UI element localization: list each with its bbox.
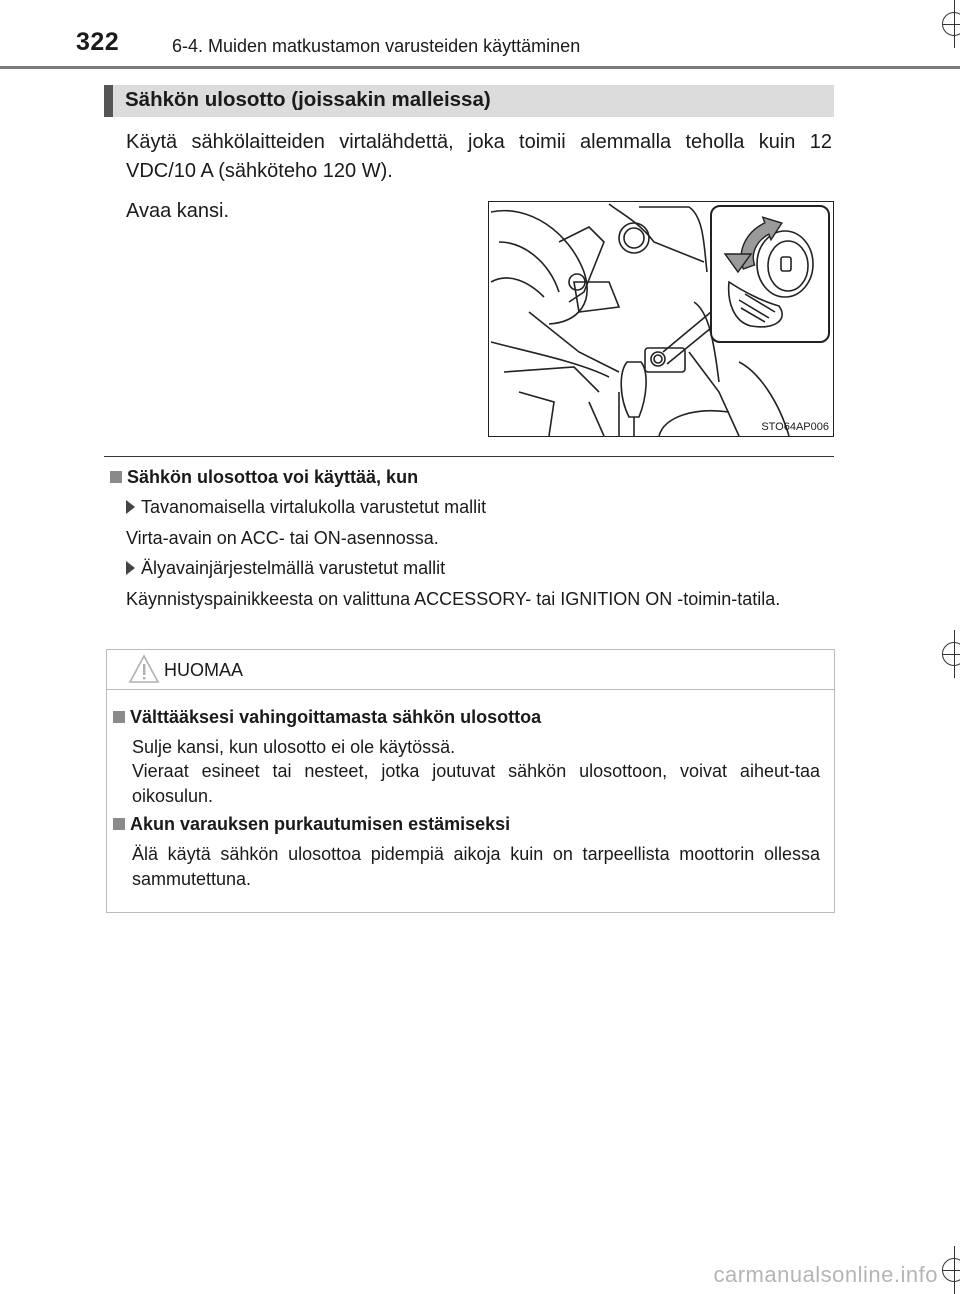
- warning-icon: [128, 654, 160, 684]
- notice-header: [107, 650, 834, 690]
- condition-label-conventional: Tavanomaisella virtalukolla varustetut mallit: [126, 495, 486, 519]
- page-number: 322: [76, 28, 120, 56]
- condition-text-conventional: Virta-avain on ACC- tai ON-asennossa.: [126, 528, 439, 548]
- header-rule: [0, 66, 960, 69]
- divider: [104, 456, 834, 457]
- condition-text-smart-key: Käynnistyspainikkeesta on valittuna ACCESSORY- tai IGNITION ON -toimin-tatila.: [126, 589, 781, 609]
- triangle-bullet-icon: [126, 500, 135, 514]
- notice-text-outlet-1: Sulje kansi, kun ulosotto ei ole käytössä.: [132, 737, 456, 757]
- notice-text-outlet-2: Vieraat esineet tai nesteet, jotka joutuvat sähkön ulosottoon, voivat aiheut-taa oikosulun.: [132, 761, 820, 806]
- notice-heading-outlet: Välttääksesi vahingoittamasta sähkön ulosottoa: [113, 707, 541, 728]
- open-lid-instruction: Avaa kansi.: [126, 200, 230, 222]
- notice-heading-battery: Akun varauksen purkautumisen estämiseksi: [113, 814, 510, 835]
- section-title: 6-4. Muiden matkustamon varusteiden käyttäminen: [172, 36, 581, 56]
- figure-code: STO64AP006: [761, 421, 829, 433]
- square-bullet-icon: [113, 711, 125, 723]
- intro-paragraph: Käytä sähkölaitteiden virtalähdettä, joka toimii alemmalla teholla kuin 12 VDC/10 A (sähköteho 120 W).: [126, 131, 832, 182]
- square-bullet-icon: [113, 818, 125, 830]
- notice-text-battery: Älä käytä sähkön ulosottoa pidempiä aikoja kuin on tarpeellista moottorin ollessa sammutettuna.: [132, 844, 820, 889]
- notice-title: HUOMAA: [164, 660, 244, 680]
- dashboard-drawing: [489, 202, 833, 436]
- section-heading-text: Sähkön ulosotto (joissakin malleissa): [125, 88, 491, 111]
- square-bullet-icon: [110, 471, 122, 483]
- section-heading: [104, 85, 834, 117]
- watermark: carmanualsonline.info: [713, 1262, 938, 1287]
- condition-label-smart-key: Älyavainjärjestelmällä varustetut mallit: [126, 556, 445, 580]
- power-outlet-illustration: [488, 201, 834, 437]
- triangle-bullet-icon: [126, 561, 135, 575]
- conditions-heading: Sähkön ulosottoa voi käyttää, kun: [110, 467, 418, 488]
- notice-box: [106, 649, 835, 913]
